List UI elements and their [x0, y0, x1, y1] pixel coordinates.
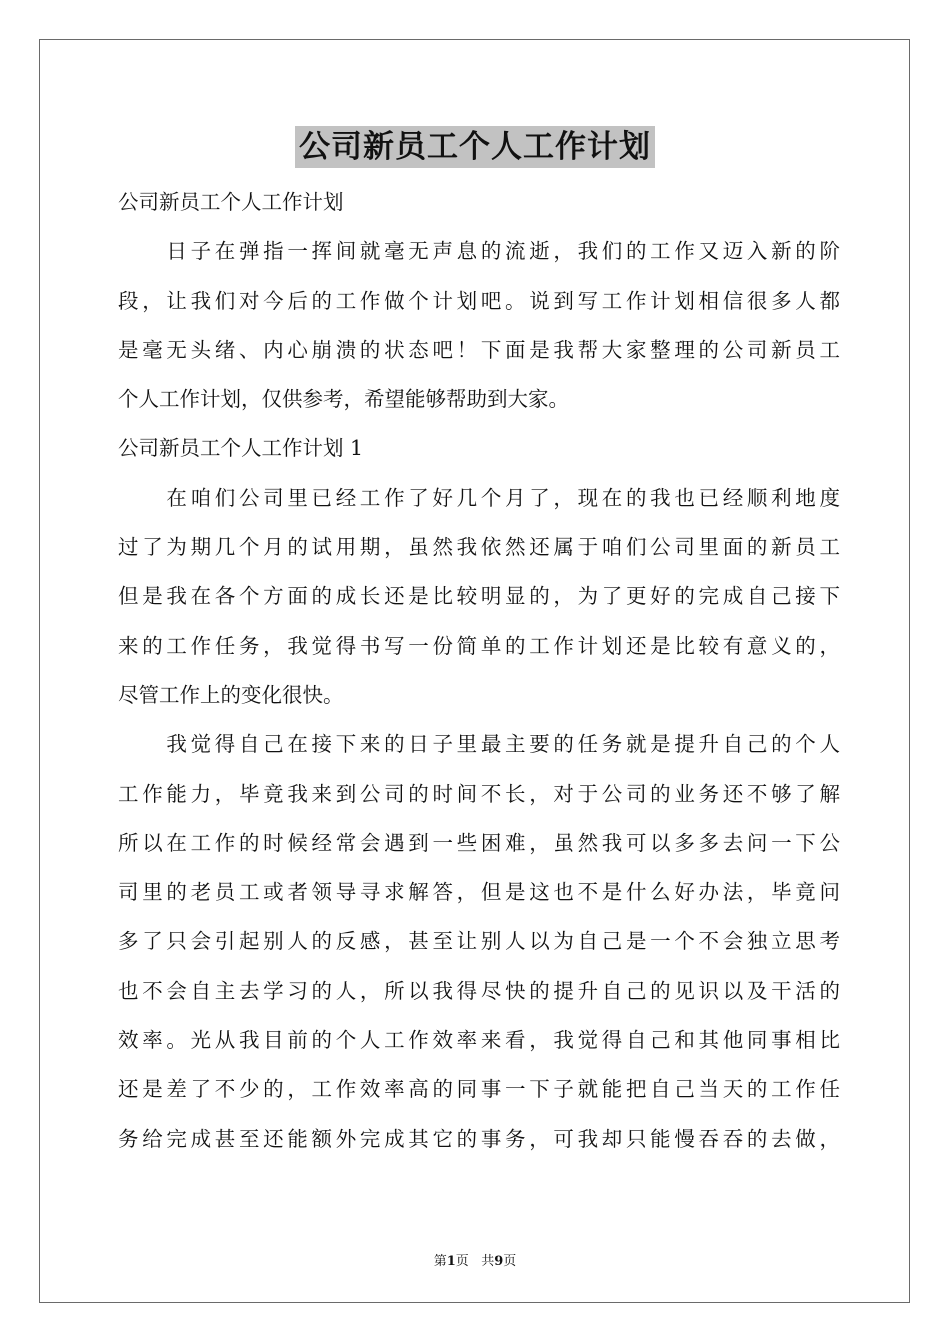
text-line: 还是差了不少的，工作效率高的同事一下子就能把自己当天的工作任 [118, 1077, 840, 1102]
text-line: 我觉得自己在接下来的日子里最主要的任务就是提升自己的个人 [118, 732, 840, 757]
body-paragraph-2 [118, 720, 840, 1164]
total-suffix: 页 [503, 1254, 517, 1269]
subtitle-line: 公司新员工个人工作计划 [118, 190, 344, 214]
section-heading [118, 424, 840, 473]
text-line: 尽管工作上的变化很快。 [118, 682, 344, 707]
page-suffix: 页 [455, 1254, 469, 1269]
text-line: 多了只会引起别人的反感，甚至让别人以为自己是一个不会独立思考 [118, 929, 840, 954]
document-title: 公司新员工个人工作计划 [295, 126, 655, 168]
text-line: 过了为期几个月的试用期，虽然我依然还属于咱们公司里面的新员工 [118, 535, 840, 560]
section-heading-line: 公司新员工个人工作计划 1 [118, 436, 364, 461]
intro-paragraph [118, 227, 840, 424]
total-pages: 9 [494, 1254, 504, 1269]
page-number: 1 [446, 1254, 456, 1269]
text-line: 效率。光从我目前的个人工作效率来看，我觉得自己和其他同事相比 [118, 1028, 840, 1053]
page-prefix: 第 [433, 1254, 447, 1269]
text-line: 日子在弹指一挥间就毫无声息的流逝，我们的工作又迈入新的阶 [118, 239, 840, 264]
title-container [0, 126, 950, 168]
body-paragraph-1 [118, 474, 840, 720]
text-line: 但是我在各个方面的成长还是比较明显的，为了更好的完成自己接下 [118, 584, 840, 609]
total-prefix: 共 [481, 1254, 495, 1269]
text-line: 也不会自主去学习的人，所以我得尽快的提升自己的见识以及干活的 [118, 978, 840, 1003]
document-body [118, 178, 840, 1164]
text-line: 来的工作任务，我觉得书写一份简单的工作计划还是比较有意义的， [118, 633, 840, 658]
text-line: 个人工作计划，仅供参考，希望能够帮助到大家。 [118, 387, 569, 412]
text-line: 段，让我们对今后的工作做个计划吧。说到写工作计划相信很多人都 [118, 288, 840, 313]
text-line: 所以在工作的时候经常会遇到一些困难，虽然我可以多多去问一下公 [118, 830, 840, 855]
text-line: 在咱们公司里已经工作了好几个月了，现在的我也已经顺利地度 [118, 485, 840, 510]
text-line: 是毫无头绪、内心崩溃的状态吧！下面是我帮大家整理的公司新员工 [118, 337, 840, 362]
page-footer [0, 1250, 950, 1269]
text-line: 务给完成甚至还能额外完成其它的事务，可我却只能慢吞吞的去做， [118, 1126, 840, 1151]
text-line: 司里的老员工或者领导寻求解答，但是这也不是什么好办法，毕竟问 [118, 880, 840, 905]
text-line: 工作能力，毕竟我来到公司的时间不长，对于公司的业务还不够了解 [118, 781, 840, 806]
